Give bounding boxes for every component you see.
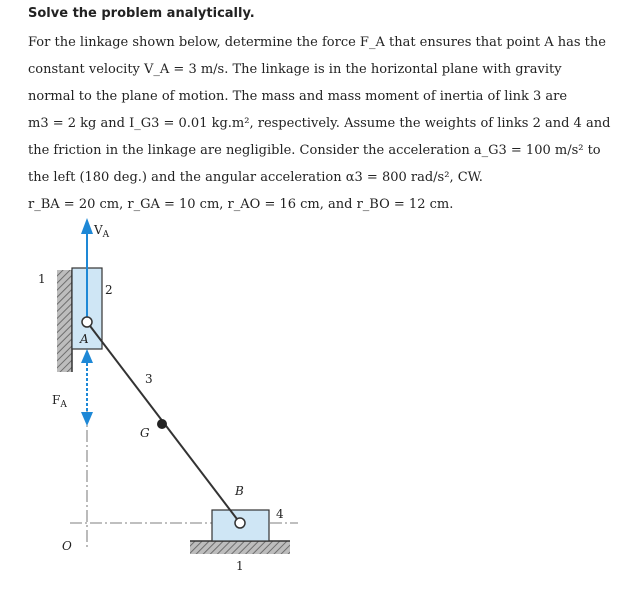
label-point-g: G: [140, 426, 150, 440]
left-ground-hatch: [57, 270, 72, 372]
problem-line-5: the friction in the linkage are negligible. Consider the acceleration a_G3 = 100 m/s² to: [28, 143, 601, 158]
va-arrow-head: [81, 218, 93, 234]
problem-line-4: m3 = 2 kg and I_G3 = 0.01 kg.m², respectively. Assume the weights of links 2 and 4 and: [28, 116, 611, 131]
joint-b: [235, 518, 245, 528]
problem-line-1: For the linkage shown below, determine the force F_A that ensures that point A has the: [28, 35, 606, 50]
fa-arrow-head-top: [81, 349, 93, 363]
label-point-b: B: [235, 484, 244, 498]
problem-line-6: the left (180 deg.) and the angular acceleration α3 = 800 rad/s², CW.: [28, 170, 483, 185]
joint-a: [82, 317, 92, 327]
label-link-3: 3: [145, 372, 153, 386]
label-fa: $F_A$: [52, 393, 67, 410]
label-ground-bottom: 1: [236, 559, 244, 573]
label-point-a: A: [80, 332, 89, 346]
problem-line-2: constant velocity V_A = 3 m/s. The linkage is in the horizontal plane with gravity: [28, 62, 562, 77]
label-va: $V_A$: [94, 223, 110, 240]
problem-heading: Solve the problem analytically.: [28, 6, 255, 21]
label-link-4: 4: [276, 507, 284, 521]
label-origin: O: [62, 539, 72, 553]
problem-line-3: normal to the plane of motion. The mass and mass moment of inertia of link 3 are: [28, 89, 568, 104]
label-ground-left: 1: [38, 272, 46, 286]
center-of-mass-g: [157, 419, 167, 429]
bottom-ground-hatch: [190, 541, 290, 554]
fa-arrow-head-bottom: [81, 412, 93, 426]
problem-line-7: r_BA = 20 cm, r_GA = 10 cm, r_AO = 16 cm, and r_BO = 12 cm.: [28, 197, 454, 212]
label-link-2: 2: [105, 283, 113, 297]
